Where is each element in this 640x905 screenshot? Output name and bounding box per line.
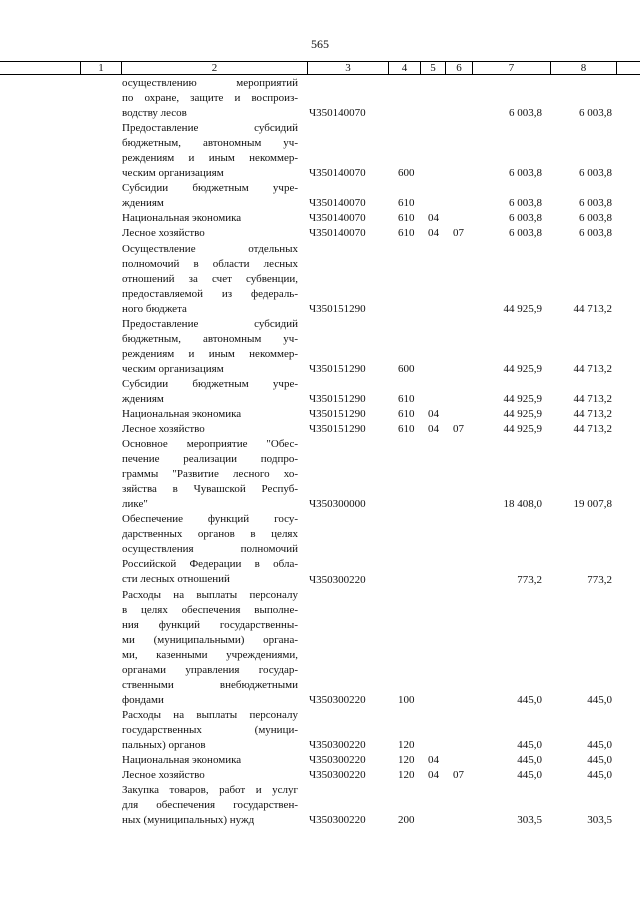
amount-year-1: 44 925,9 xyxy=(503,423,542,436)
target-code: Ч350151290 xyxy=(309,423,366,436)
amount-year-1: 303,5 xyxy=(517,814,542,827)
header-col-7: 7 xyxy=(472,62,550,75)
target-code: Ч350140070 xyxy=(309,197,366,210)
amount-year-2: 19 007,8 xyxy=(573,498,612,511)
description-line: ми (муниципальными) органа- xyxy=(122,633,298,646)
description-line: ждениям xyxy=(122,197,164,210)
expense-type: 610 xyxy=(398,197,415,210)
description-line: бюджетным, автономным уч- xyxy=(122,137,298,150)
target-code: Ч350140070 xyxy=(309,167,366,180)
target-code: Ч350140070 xyxy=(309,227,366,240)
amount-year-1: 18 408,0 xyxy=(503,498,542,511)
amount-year-2: 6 003,8 xyxy=(579,197,612,210)
description-line: для обеспечения государствен- xyxy=(122,799,298,812)
table-row xyxy=(0,512,640,587)
row-description xyxy=(122,753,298,768)
row-description xyxy=(122,422,298,437)
description-line: Лесное хозяйство xyxy=(122,769,205,782)
description-line: отношений за счет субвенции, xyxy=(122,272,298,285)
row-description xyxy=(122,211,298,226)
target-code: Ч350300220 xyxy=(309,814,366,827)
description-line: реждениям и иным некоммер- xyxy=(122,347,298,360)
row-description xyxy=(122,317,298,377)
description-line: ния функций государственны- xyxy=(122,618,298,631)
amount-year-1: 44 925,9 xyxy=(503,393,542,405)
expense-type: 610 xyxy=(398,393,415,405)
table-row xyxy=(0,242,640,317)
description-line: пальных) органов xyxy=(122,739,206,752)
description-line: осуществлению мероприятий xyxy=(122,77,298,89)
description-line: Расходы на выплаты персоналу xyxy=(122,588,298,601)
target-code: Ч350140070 xyxy=(309,107,366,120)
description-line: предоставляемой из федераль- xyxy=(122,287,298,300)
target-code: Ч350300220 xyxy=(309,693,366,706)
subsection: 07 xyxy=(453,227,464,240)
row-description xyxy=(122,377,298,407)
amount-year-2: 44 713,2 xyxy=(573,362,612,375)
description-line: ственными внебюджетными xyxy=(122,678,298,691)
amount-year-2: 6 003,8 xyxy=(579,212,612,225)
description-line: водству лесов xyxy=(122,107,187,119)
target-code: Ч350151290 xyxy=(309,393,366,405)
target-code: Ч350151290 xyxy=(309,302,366,315)
description-line: органами управления государ- xyxy=(122,663,298,676)
description-line: в целях обеспечения выполне- xyxy=(122,603,298,616)
amount-year-2: 445,0 xyxy=(587,693,612,706)
description-line: дарственных органов в целях xyxy=(122,528,298,541)
row-description xyxy=(122,437,298,512)
table-body xyxy=(0,76,640,828)
amount-year-2: 445,0 xyxy=(587,739,612,752)
amount-year-1: 6 003,8 xyxy=(509,212,542,225)
row-description xyxy=(122,588,298,708)
description-line: Национальная экономика xyxy=(122,212,242,225)
table-row xyxy=(0,76,640,121)
section: 04 xyxy=(428,227,439,240)
amount-year-2: 44 713,2 xyxy=(573,408,612,421)
amount-year-2: 44 713,2 xyxy=(573,302,612,315)
expense-type: 200 xyxy=(398,814,415,827)
section: 04 xyxy=(428,212,439,225)
table-row xyxy=(0,753,640,768)
header-col-4: 4 xyxy=(388,62,420,75)
target-code: Ч350300220 xyxy=(309,739,366,752)
table-row xyxy=(0,377,640,407)
row-description xyxy=(122,708,298,753)
description-line: осуществления полномочий xyxy=(122,543,298,556)
table-row xyxy=(0,226,640,241)
target-code: Ч350300220 xyxy=(309,573,366,586)
table-row xyxy=(0,437,640,512)
amount-year-2: 6 003,8 xyxy=(579,167,612,180)
expense-type: 100 xyxy=(398,693,415,706)
target-code: Ч350300220 xyxy=(309,754,366,767)
description-line: полномочий в области лесных xyxy=(122,257,298,270)
expense-type: 120 xyxy=(398,754,415,767)
table-row xyxy=(0,422,640,437)
amount-year-1: 44 925,9 xyxy=(503,362,542,375)
table-header xyxy=(0,61,640,75)
description-line: лике" xyxy=(122,498,148,511)
amount-year-2: 6 003,8 xyxy=(579,107,612,120)
section: 04 xyxy=(428,754,439,767)
amount-year-2: 6 003,8 xyxy=(579,227,612,240)
amount-year-2: 44 713,2 xyxy=(573,423,612,436)
description-line: ми, казенными учреждениями, xyxy=(122,648,298,661)
description-line: Предоставление субсидий xyxy=(122,317,298,330)
table-row xyxy=(0,407,640,422)
row-description xyxy=(122,181,298,211)
amount-year-2: 44 713,2 xyxy=(573,393,612,405)
target-code: Ч350151290 xyxy=(309,362,366,375)
section: 04 xyxy=(428,408,439,421)
row-description xyxy=(122,121,298,181)
expense-type: 600 xyxy=(398,362,415,375)
amount-year-2: 445,0 xyxy=(587,769,612,782)
description-line: зяйства в Чувашской Респуб- xyxy=(122,483,298,496)
description-line: Лесное хозяйство xyxy=(122,227,205,240)
description-line: Обеспечение функций госу- xyxy=(122,513,298,526)
header-col-2: 2 xyxy=(121,62,307,75)
description-line: государственных (муници- xyxy=(122,724,298,737)
target-code: Ч350300000 xyxy=(309,498,366,511)
amount-year-1: 6 003,8 xyxy=(509,227,542,240)
description-line: ческим организациям xyxy=(122,167,224,180)
description-line: фондами xyxy=(122,693,164,706)
description-line: Предоставление субсидий xyxy=(122,122,298,135)
description-line: ческим организациям xyxy=(122,362,224,375)
expense-type: 610 xyxy=(398,408,415,421)
target-code: Ч350151290 xyxy=(309,408,366,421)
amount-year-1: 44 925,9 xyxy=(503,302,542,315)
header-col-3: 3 xyxy=(307,62,388,75)
amount-year-1: 445,0 xyxy=(517,739,542,752)
description-line: бюджетным, автономным уч- xyxy=(122,332,298,345)
table-row xyxy=(0,181,640,211)
amount-year-1: 6 003,8 xyxy=(509,107,542,120)
subsection: 07 xyxy=(453,769,464,782)
description-line: Субсидии бюджетным учре- xyxy=(122,377,298,390)
expense-type: 610 xyxy=(398,423,415,436)
table-row xyxy=(0,783,640,828)
description-line: ного бюджета xyxy=(122,302,187,315)
amount-year-1: 44 925,9 xyxy=(503,408,542,421)
row-description xyxy=(122,407,298,422)
amount-year-2: 303,5 xyxy=(587,814,612,827)
description-line: граммы "Развитие лесного хо- xyxy=(122,468,298,481)
amount-year-2: 773,2 xyxy=(587,573,612,586)
amount-year-2: 445,0 xyxy=(587,754,612,767)
table-row xyxy=(0,317,640,377)
header-col-1: 1 xyxy=(80,62,121,75)
amount-year-1: 445,0 xyxy=(517,769,542,782)
description-line: Основное мероприятие "Обес- xyxy=(122,438,298,451)
subsection: 07 xyxy=(453,423,464,436)
row-description xyxy=(122,76,298,121)
table-row xyxy=(0,708,640,753)
expense-type: 600 xyxy=(398,167,415,180)
amount-year-1: 445,0 xyxy=(517,754,542,767)
description-line: Субсидии бюджетным учре- xyxy=(122,182,298,195)
row-description xyxy=(122,242,298,317)
table-row xyxy=(0,588,640,708)
row-description xyxy=(122,226,298,241)
page-number: 565 xyxy=(311,37,329,51)
expense-type: 120 xyxy=(398,769,415,782)
description-line: по охране, защите и воспроиз- xyxy=(122,92,298,104)
row-description xyxy=(122,783,298,828)
amount-year-1: 445,0 xyxy=(517,693,542,706)
expense-type: 610 xyxy=(398,227,415,240)
header-col-8: 8 xyxy=(550,62,617,75)
table-row xyxy=(0,121,640,181)
description-line: ных (муниципальных) нужд xyxy=(122,814,255,827)
description-line: Российской Федерации в обла- xyxy=(122,558,298,571)
section: 04 xyxy=(428,423,439,436)
amount-year-1: 6 003,8 xyxy=(509,197,542,210)
table-row xyxy=(0,211,640,226)
description-line: Национальная экономика xyxy=(122,754,242,767)
row-description xyxy=(122,512,298,587)
expense-type: 610 xyxy=(398,212,415,225)
header-col-6: 6 xyxy=(445,62,472,75)
row-description xyxy=(122,768,298,783)
description-line: Лесное хозяйство xyxy=(122,423,205,436)
amount-year-1: 773,2 xyxy=(517,573,542,586)
amount-year-1: 6 003,8 xyxy=(509,167,542,180)
target-code: Ч350300220 xyxy=(309,769,366,782)
target-code: Ч350140070 xyxy=(309,212,366,225)
description-line: печение реализации подпро- xyxy=(122,453,298,466)
description-line: ждениям xyxy=(122,392,164,405)
table-row xyxy=(0,768,640,783)
description-line: реждениям и иным некоммер- xyxy=(122,152,298,165)
description-line: Закупка товаров, работ и услуг xyxy=(122,784,298,797)
description-line: сти лесных отношений xyxy=(122,573,230,586)
description-line: Осуществление отдельных xyxy=(122,242,298,255)
description-line: Расходы на выплаты персоналу xyxy=(122,709,298,722)
header-col-5: 5 xyxy=(420,62,445,75)
section: 04 xyxy=(428,769,439,782)
expense-type: 120 xyxy=(398,739,415,752)
description-line: Национальная экономика xyxy=(122,408,242,421)
